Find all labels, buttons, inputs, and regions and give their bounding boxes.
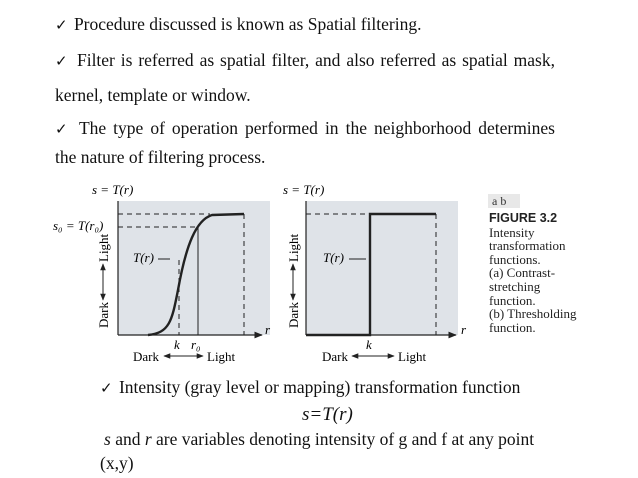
variable-description: s and r are variables denoting intensity of g and f at any point: [104, 429, 535, 449]
check-icon: ✓: [100, 379, 113, 397]
panel-b-background: [306, 201, 458, 335]
panel-a-y-title: s = T(r): [92, 182, 134, 197]
bullet-2-line1: ✓ Filter is referred as spatial filter, and also referred as spatial mask,: [55, 50, 555, 70]
bullet-3-line2: the nature of filtering process.: [55, 147, 266, 167]
bullet-2-line2: kernel, template or window.: [55, 85, 251, 105]
panel-a-y-light: Light: [96, 233, 111, 262]
bullet-3-line1: ✓ The type of operation performed in the neighborhood determines: [55, 118, 555, 138]
panel-a-y-dark: Dark: [96, 302, 111, 328]
caption-line: transformation: [489, 238, 566, 254]
figure-caption: [489, 212, 599, 334]
check-icon: ✓: [55, 16, 68, 34]
caption-line: Intensity: [489, 224, 535, 240]
panel-b-y-dark: Dark: [286, 302, 301, 328]
caption-line: (a) Contrast-: [489, 265, 556, 281]
bottom-bullet-text: Intensity (gray level or mapping) transformation function: [118, 377, 521, 397]
panel-a-tick-k: k: [174, 337, 180, 352]
panel-b: [283, 182, 467, 364]
panel-a-x-dark: Dark: [133, 349, 159, 364]
variable-description-line2: (x,y): [100, 453, 134, 473]
check-icon: ✓: [55, 120, 71, 138]
caption-line: function.: [489, 319, 536, 335]
panel-b-tick-k: k: [366, 337, 372, 352]
panel-b-x-r: r: [461, 322, 467, 337]
panel-a-curve-label: T(r): [133, 250, 154, 265]
panel-a-x-r: r: [265, 322, 271, 337]
panel-a: [53, 182, 271, 364]
panel-b-y-light: Light: [286, 233, 301, 262]
bottom-bullet: [100, 377, 520, 398]
panel-a-s0-label: s₀ = T(r₀): [53, 218, 104, 233]
caption-title: FIGURE 3.2: [489, 211, 558, 225]
check-icon: ✓: [55, 52, 70, 70]
panel-b-x-dark: Dark: [322, 349, 348, 364]
bullet-1-text: Procedure discussed is known as Spatial filtering.: [73, 14, 422, 34]
caption-line: (b) Thresholding: [489, 306, 577, 322]
equation: s=T(r): [302, 404, 353, 425]
panel-a-x-light: Light: [207, 349, 236, 364]
caption-line: functions.: [489, 251, 541, 267]
panel-b-y-title: s = T(r): [283, 182, 325, 197]
panel-b-x-light: Light: [398, 349, 427, 364]
caption-line: function.: [489, 292, 536, 308]
panel-a-background: [118, 201, 270, 335]
panel-a-tick-r0: r₀: [191, 337, 201, 352]
panel-b-curve-label: T(r): [323, 250, 344, 265]
figure-panel-letters: a b: [488, 194, 520, 208]
caption-line: stretching: [489, 278, 541, 294]
